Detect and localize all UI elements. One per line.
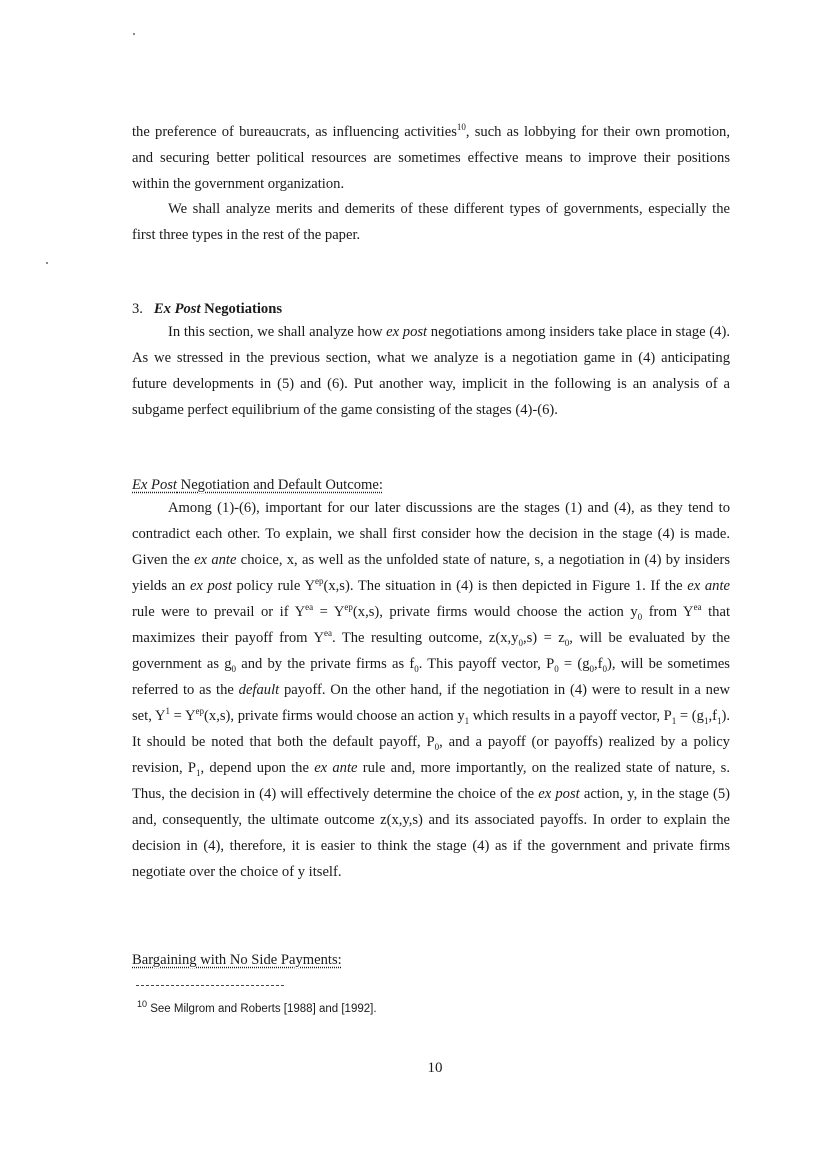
text-run: ea: [305, 602, 314, 613]
text-run: Negotiation and Default Outcome:: [177, 477, 383, 493]
scan-speck: [133, 33, 135, 35]
text-run: ,f: [708, 708, 717, 724]
text-run: = Y: [313, 604, 345, 620]
text-run: ). It should be noted that both the default payoff, P: [132, 708, 730, 750]
text-run: ex post: [386, 324, 428, 340]
intro-paragraph-2: [132, 196, 730, 248]
text-run: that maximizes their payoff from Y: [132, 604, 730, 646]
footnote-separator: [136, 985, 284, 986]
text-run: rule and, more importantly, on the realized state of nature, s. Thus, the decision in (4) will effectively determine the choice of the: [132, 760, 731, 802]
text-run: choice, x, as well as the unfolded state of nature, s, a negotiation in (4) by insiders yields an: [132, 552, 730, 594]
text-run: ,s) = z: [522, 630, 565, 646]
text-run: 0: [637, 611, 643, 622]
text-run: 0: [518, 637, 523, 648]
text-run: (x,s), private firms would choose the action y: [352, 604, 638, 620]
text-run: ep: [344, 602, 353, 613]
text-run: ea: [693, 602, 702, 613]
text-run: . The resulting outcome, z(x,y: [331, 630, 519, 646]
text-run: In this section, we shall analyze how: [168, 324, 387, 340]
subsection-paragraph-default-outcome: [132, 495, 730, 885]
text-run: negotiations among insiders take place in stage (4). As we stressed in the previous section, what we analyze is a negotiation game in (4) anticipating future developments in (5) and (6). Put another way, implicit in the following is an analysis of a subgame perfect equilibrium of the game consisting of the stages (4)-(6).: [132, 324, 730, 418]
text-run: and by the private firms as f: [236, 656, 415, 672]
text-run: ex ante: [194, 552, 237, 568]
footnote-reference: 10: [456, 122, 466, 133]
text-run: Ex Post: [132, 477, 177, 493]
text-run: default: [238, 682, 280, 698]
text-run: (x,s). The situation in (4) is then depicted in Figure 1. If the: [323, 578, 688, 594]
text-run: (x,s), private firms would choose an action y: [204, 708, 465, 724]
footnote-text: See Milgrom and Roberts [1988] and [1992].: [147, 1003, 377, 1015]
section-title: Negotiations: [200, 301, 283, 317]
text-run: 0: [414, 663, 419, 674]
text-run: 0: [554, 663, 559, 674]
text-run: from Y: [642, 604, 694, 620]
text-run: , depend upon the: [200, 760, 315, 776]
scan-speck: [46, 262, 48, 264]
page-number: 10: [427, 1060, 443, 1076]
text-run: policy rule Y: [231, 578, 315, 594]
subsection-title: Bargaining with No Side Payments:: [132, 952, 342, 968]
text-run: ), will be sometimes referred to as the: [132, 656, 730, 698]
text-run: 1: [703, 715, 709, 726]
intro-text: We shall analyze merits and demerits of these different types of governments, especially the first three types in the rest of the paper.: [132, 201, 730, 243]
text-run: ex ante: [687, 578, 730, 594]
text-run: ep: [195, 706, 205, 717]
text-run: 1: [165, 706, 171, 717]
text-run: , and a payoff (or payoffs) realized by a policy revision, P: [132, 734, 730, 776]
text-run: ep: [315, 576, 324, 587]
footnote: [137, 1000, 377, 1018]
intro-text: , such as lobbying for their own promotion, and securing better political resources are sometimes effective means to improve their positions within the government organization.: [132, 124, 730, 192]
section-paragraph-1: [132, 319, 730, 423]
text-run: 0: [589, 663, 594, 674]
text-run: action, y, in the stage (5) and, consequently, the ultimate outcome z(x,y,s) and its associated payoffs. In order to explain the decision in (4), therefore, it is easier to think the stage (4) as if the government and private firms negotiate over the choice of y itself.: [132, 786, 730, 880]
text-run: ea: [323, 628, 332, 639]
text-run: = (g: [558, 656, 590, 672]
intro-paragraph-1: [132, 119, 730, 197]
text-run: ex post: [189, 578, 232, 594]
text-run: 0: [231, 663, 237, 674]
text-run: 1: [716, 715, 722, 726]
text-run: ex post: [538, 786, 580, 802]
section-number: 3.: [132, 301, 143, 317]
text-run: ex ante: [314, 760, 358, 776]
intro-text: the preference of bureaucrats, as influencing activities: [132, 124, 457, 140]
text-run: Among (1)-(6), important for our later discussions are the stages (1) and (4), as they tend to contradict each other. To explain, we shall first consider how the decision in the stage (4) is made. Given the: [132, 500, 730, 568]
text-run: = (g: [676, 708, 704, 724]
text-run: 0: [602, 663, 608, 674]
text-run: rule were to prevail or if Y: [132, 604, 306, 620]
section-title-italic: Ex Post: [153, 301, 201, 317]
text-run: 0: [564, 637, 570, 648]
text-run: which results in a payoff vector, P: [469, 708, 672, 724]
subsection-heading-no-side-payments: [132, 947, 342, 973]
text-run: 1: [196, 767, 201, 778]
text-run: 1: [464, 715, 470, 726]
text-run: 1: [671, 715, 677, 726]
text-run: = Y: [170, 708, 196, 724]
text-run: . This payoff vector, P: [418, 656, 555, 672]
text-run: payoff. On the other hand, if the negotiation in (4) were to result in a new set, Y: [132, 682, 730, 724]
text-run: , will be evaluated by the government as g: [132, 630, 730, 672]
text-run: 0: [434, 741, 440, 752]
text-run: ,f: [594, 656, 603, 672]
footnote-mark: 10: [137, 999, 148, 1010]
